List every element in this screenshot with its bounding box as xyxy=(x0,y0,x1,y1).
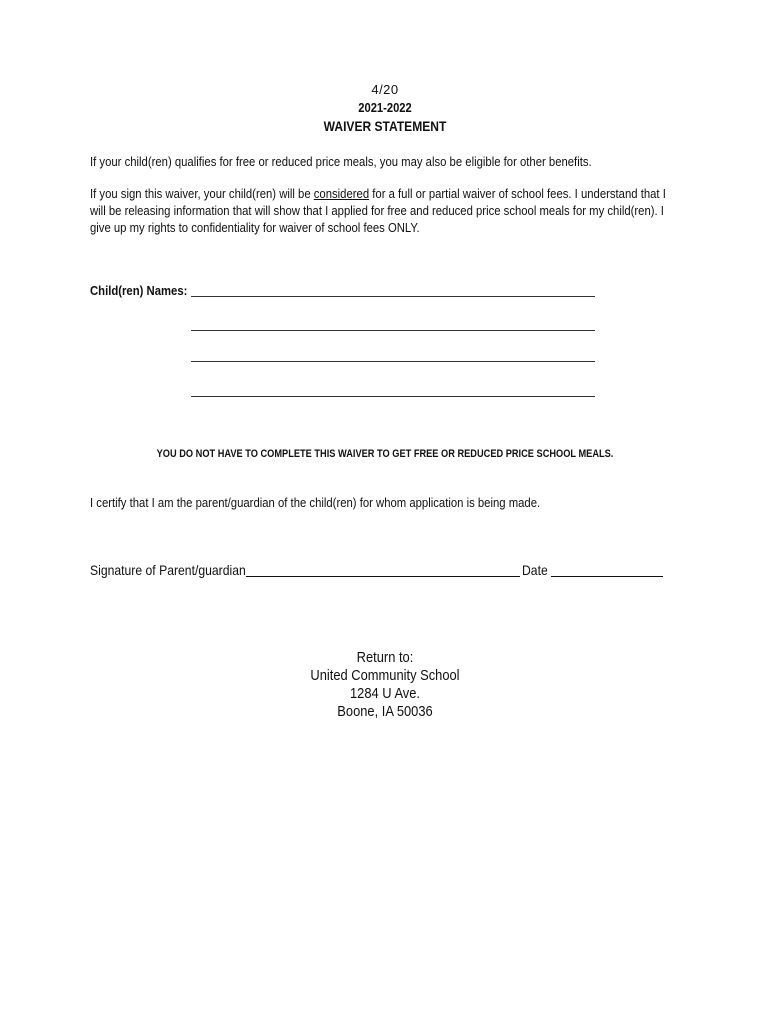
date-label: Date xyxy=(522,562,548,578)
waiver-paragraph-line3: give up my rights to confidentiality for waiver of school fees ONLY. xyxy=(90,220,420,235)
waiver-paragraph xyxy=(90,185,682,236)
date-field[interactable] xyxy=(551,576,663,577)
return-city: Boone, IA 50036 xyxy=(337,703,433,720)
child-name-field-4[interactable] xyxy=(191,396,595,397)
return-street: 1284 U Ave. xyxy=(349,685,421,702)
benefits-paragraph: If your child(ren) qualifies for free or reduced price meals, you may also be eligible for other benefits. xyxy=(90,154,592,169)
signature-label: Signature of Parent/guardian xyxy=(90,562,246,578)
revision-date: 4/20 xyxy=(371,82,399,97)
child-name-field-2[interactable] xyxy=(191,330,595,331)
child-name-field-1[interactable] xyxy=(191,296,595,297)
return-heading: Return to: xyxy=(356,649,414,666)
document-title: WAIVER STATEMENT xyxy=(323,118,447,134)
meals-notice: YOU DO NOT HAVE TO COMPLETE THIS WAIVER TO GET FREE OR REDUCED PRICE SCHOOL MEALS. xyxy=(156,448,614,460)
waiver-line1-start: If you sign this waiver, your child(ren) will be xyxy=(90,186,314,201)
waiver-paragraph-line2: will be releasing information that will show that I applied for free and reduced price school meals for my child(ren). I xyxy=(90,203,664,218)
signature-field[interactable] xyxy=(246,576,520,577)
waiver-paragraph-line1 xyxy=(90,185,682,202)
return-school-name: United Community School xyxy=(310,667,460,684)
child-name-field-3[interactable] xyxy=(191,361,595,362)
children-names-label: Child(ren) Names: xyxy=(90,283,188,298)
considered-underlined: considered xyxy=(313,186,370,201)
waiver-line1-end: for a full or partial waiver of school fees. I understand that I xyxy=(369,186,666,201)
school-year: 2021-2022 xyxy=(358,100,412,115)
certification-statement: I certify that I am the parent/guardian of the child(ren) for whom application is being made. xyxy=(90,495,541,510)
